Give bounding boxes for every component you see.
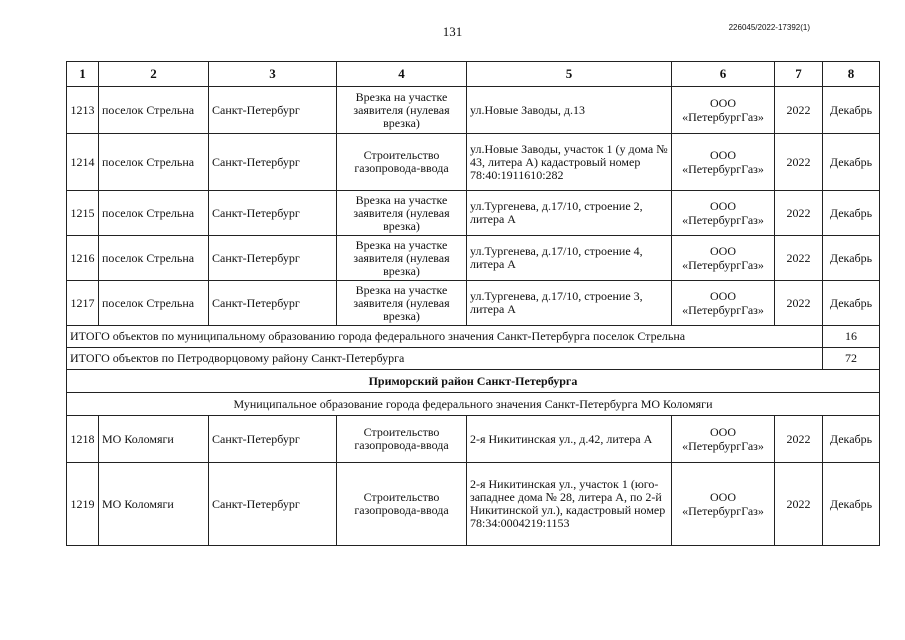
row-number: 1214 [67, 134, 99, 191]
month-cell: Декабрь [823, 463, 880, 546]
city-cell: Санкт-Петербург [209, 463, 337, 546]
city-cell: Санкт-Петербург [209, 236, 337, 281]
organization-cell: ООО «ПетербургГаз» [672, 463, 775, 546]
total-label: ИТОГО объектов по муниципальному образованию города федерального значения Санкт-Петербурга поселок Стрельна [67, 326, 823, 348]
table-row [67, 134, 880, 191]
month-cell: Декабрь [823, 134, 880, 191]
column-header: 8 [823, 62, 880, 87]
work-type-cell: Строительство газопровода-ввода [337, 134, 467, 191]
city-cell: Санкт-Петербург [209, 416, 337, 463]
document-id: 226045/2022-17392(1) [728, 23, 810, 32]
column-header: 6 [672, 62, 775, 87]
table-row [67, 236, 880, 281]
month-cell: Декабрь [823, 416, 880, 463]
address-cell: 2-я Никитинская ул., участок 1 (юго-западнее дома № 28, литера А, по 2-й Никитинской ул.), кадастровый номер 78:34:0004219:1153 [467, 463, 672, 546]
organization-cell: ООО «ПетербургГаз» [672, 236, 775, 281]
section-title: Приморский район Санкт-Петербурга [67, 370, 880, 393]
column-header: 4 [337, 62, 467, 87]
address-cell: ул.Новые Заводы, участок 1 (у дома № 43, литера А) кадастровый номер 78:40:1911610:282 [467, 134, 672, 191]
subsection-title: Муниципальное образование города федерального значения Санкт-Петербурга МО Коломяги [67, 393, 880, 416]
work-type-cell: Строительство газопровода-ввода [337, 463, 467, 546]
work-type-cell: Врезка на участке заявителя (нулевая врезка) [337, 281, 467, 326]
total-label: ИТОГО объектов по Петродворцовому району Санкт-Петербурга [67, 348, 823, 370]
total-row-petrodvorets [67, 348, 880, 370]
locality-cell: поселок Стрельна [99, 236, 209, 281]
address-cell: ул.Тургенева, д.17/10, строение 4, литера А [467, 236, 672, 281]
objects-table [66, 61, 880, 546]
organization-cell: ООО «ПетербургГаз» [672, 416, 775, 463]
work-type-cell: Врезка на участке заявителя (нулевая врезка) [337, 236, 467, 281]
locality-cell: МО Коломяги [99, 463, 209, 546]
row-number: 1215 [67, 191, 99, 236]
locality-cell: поселок Стрельна [99, 87, 209, 134]
row-number: 1216 [67, 236, 99, 281]
address-cell: 2-я Никитинская ул., д.42, литера А [467, 416, 672, 463]
year-cell: 2022 [775, 416, 823, 463]
column-header: 5 [467, 62, 672, 87]
total-row-strelna [67, 326, 880, 348]
month-cell: Декабрь [823, 281, 880, 326]
address-cell: ул.Новые Заводы, д.13 [467, 87, 672, 134]
row-number: 1218 [67, 416, 99, 463]
address-cell: ул.Тургенева, д.17/10, строение 2, литера А [467, 191, 672, 236]
section-title-row [67, 370, 880, 393]
year-cell: 2022 [775, 236, 823, 281]
locality-cell: поселок Стрельна [99, 191, 209, 236]
organization-cell: ООО «ПетербургГаз» [672, 134, 775, 191]
locality-cell: МО Коломяги [99, 416, 209, 463]
address-cell: ул.Тургенева, д.17/10, строение 3, литера А [467, 281, 672, 326]
month-cell: Декабрь [823, 191, 880, 236]
row-number: 1217 [67, 281, 99, 326]
column-header: 3 [209, 62, 337, 87]
page-number: 131 [442, 24, 463, 39]
year-cell: 2022 [775, 191, 823, 236]
column-header: 7 [775, 62, 823, 87]
column-header: 2 [99, 62, 209, 87]
row-number: 1213 [67, 87, 99, 134]
year-cell: 2022 [775, 134, 823, 191]
year-cell: 2022 [775, 87, 823, 134]
column-header: 1 [67, 62, 99, 87]
subsection-title-row [67, 393, 880, 416]
year-cell: 2022 [775, 463, 823, 546]
table-row [67, 463, 880, 546]
month-cell: Декабрь [823, 87, 880, 134]
table-row [67, 281, 880, 326]
work-type-cell: Врезка на участке заявителя (нулевая врезка) [337, 87, 467, 134]
table-row [67, 191, 880, 236]
locality-cell: поселок Стрельна [99, 281, 209, 326]
city-cell: Санкт-Петербург [209, 87, 337, 134]
organization-cell: ООО «ПетербургГаз» [672, 191, 775, 236]
table-row [67, 416, 880, 463]
organization-cell: ООО «ПетербургГаз» [672, 87, 775, 134]
row-number: 1219 [67, 463, 99, 546]
work-type-cell: Врезка на участке заявителя (нулевая врезка) [337, 191, 467, 236]
total-value: 16 [823, 326, 880, 348]
locality-cell: поселок Стрельна [99, 134, 209, 191]
city-cell: Санкт-Петербург [209, 281, 337, 326]
organization-cell: ООО «ПетербургГаз» [672, 281, 775, 326]
city-cell: Санкт-Петербург [209, 134, 337, 191]
column-numbers-row [67, 62, 880, 87]
city-cell: Санкт-Петербург [209, 191, 337, 236]
year-cell: 2022 [775, 281, 823, 326]
table-row [67, 87, 880, 134]
month-cell: Декабрь [823, 236, 880, 281]
work-type-cell: Строительство газопровода-ввода [337, 416, 467, 463]
total-value: 72 [823, 348, 880, 370]
